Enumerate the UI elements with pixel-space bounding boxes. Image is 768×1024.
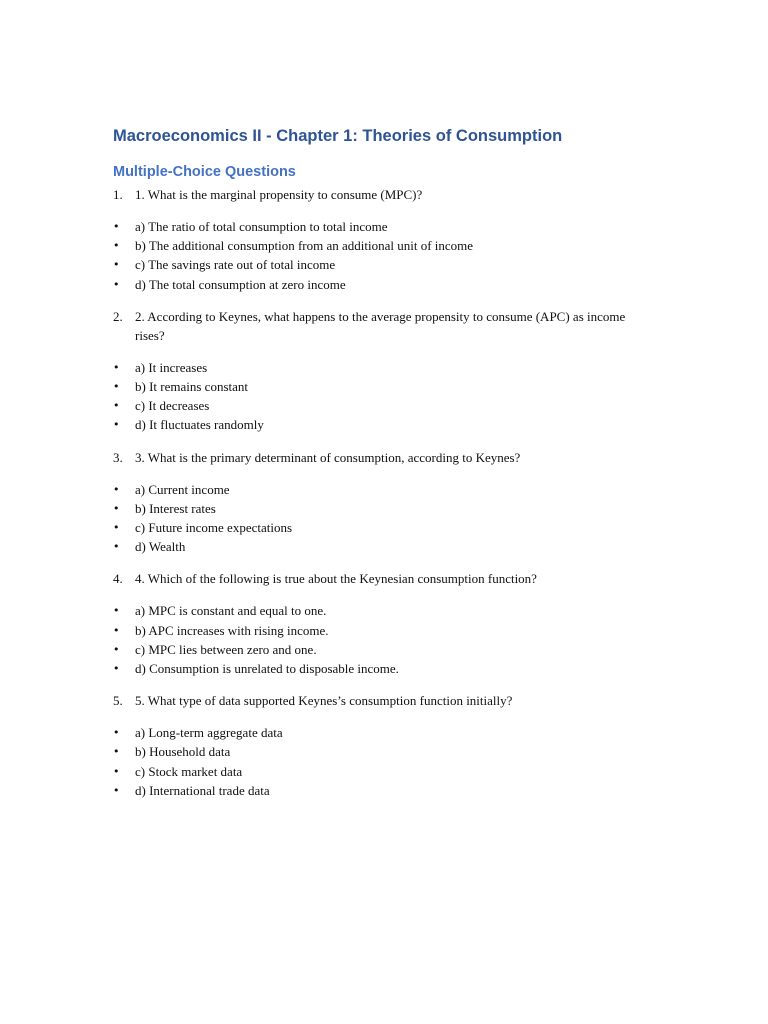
option-item bbox=[113, 723, 653, 742]
bullet-icon: • bbox=[113, 501, 120, 515]
question-text: 2. According to Keynes, what happens to the average propensity to consume (APC) as income rises? bbox=[135, 308, 626, 343]
bullet-icon: • bbox=[113, 540, 120, 554]
option-item bbox=[113, 499, 653, 518]
question-block-5 bbox=[113, 691, 653, 800]
question-block-1 bbox=[113, 185, 653, 294]
option-item bbox=[113, 518, 653, 537]
question-number: 5. bbox=[113, 693, 123, 709]
option-text: d) Consumption is unrelated to disposable income. bbox=[135, 661, 399, 677]
option-text: b) APC increases with rising income. bbox=[135, 622, 329, 638]
question-text: 3. What is the primary determinant of consumption, according to Keynes? bbox=[135, 449, 521, 465]
option-text: c) Stock market data bbox=[135, 763, 243, 779]
option-item bbox=[113, 762, 653, 781]
option-text: a) The ratio of total consumption to total income bbox=[135, 219, 388, 234]
option-text: d) International trade data bbox=[135, 782, 270, 798]
option-text: a) MPC is constant and equal to one. bbox=[135, 603, 327, 619]
option-list bbox=[113, 217, 653, 294]
question-2 bbox=[113, 307, 653, 345]
option-text: b) Household data bbox=[135, 744, 231, 760]
option-item bbox=[113, 781, 653, 800]
option-item bbox=[113, 480, 653, 499]
option-item bbox=[113, 275, 653, 294]
option-item bbox=[113, 217, 653, 236]
option-item bbox=[113, 601, 653, 620]
option-item bbox=[113, 659, 653, 678]
option-text: c) The savings rate out of total income bbox=[135, 257, 336, 273]
bullet-icon: • bbox=[113, 662, 120, 676]
document-content bbox=[113, 124, 653, 800]
question-text: 1. What is the marginal propensity to consume (MPC)? bbox=[135, 187, 423, 202]
option-text: c) It decreases bbox=[135, 398, 210, 414]
bullet-icon: • bbox=[113, 521, 120, 535]
question-5 bbox=[113, 691, 653, 710]
question-number: 1. bbox=[113, 187, 123, 202]
option-text: a) Long-term aggregate data bbox=[135, 725, 283, 741]
option-list bbox=[113, 723, 653, 800]
bullet-icon: • bbox=[113, 220, 120, 233]
option-item bbox=[113, 742, 653, 761]
bullet-icon: • bbox=[113, 239, 120, 253]
option-list bbox=[113, 358, 653, 435]
bullet-icon: • bbox=[113, 623, 120, 637]
question-block-4 bbox=[113, 569, 653, 678]
bullet-icon: • bbox=[113, 360, 120, 374]
option-text: a) Current income bbox=[135, 481, 230, 497]
question-number: 3. bbox=[113, 449, 123, 465]
bullet-icon: • bbox=[113, 642, 120, 656]
bullet-icon: • bbox=[113, 482, 120, 496]
bullet-icon: • bbox=[113, 745, 120, 759]
question-text: 5. What type of data supported Keynes’s consumption function initially? bbox=[135, 693, 513, 709]
option-text: d) It fluctuates randomly bbox=[135, 417, 264, 433]
document-title: Macroeconomics II - Chapter 1: Theories of Consumption bbox=[113, 127, 563, 145]
option-item bbox=[113, 640, 653, 659]
option-text: d) The total consumption at zero income bbox=[135, 276, 346, 292]
option-item bbox=[113, 377, 653, 396]
option-item bbox=[113, 255, 653, 274]
option-text: d) Wealth bbox=[135, 539, 186, 555]
bullet-icon: • bbox=[113, 418, 120, 432]
question-text: 4. Which of the following is true about the Keynesian consumption function? bbox=[135, 571, 537, 587]
bullet-icon: • bbox=[113, 764, 120, 778]
bullet-icon: • bbox=[113, 380, 120, 394]
question-number: 4. bbox=[113, 571, 123, 587]
option-list bbox=[113, 480, 653, 557]
section-heading: Multiple-Choice Questions bbox=[113, 164, 296, 180]
option-text: a) It increases bbox=[135, 359, 208, 375]
question-3 bbox=[113, 448, 653, 467]
question-1 bbox=[113, 185, 653, 204]
option-item bbox=[113, 415, 653, 434]
bullet-icon: • bbox=[113, 604, 120, 618]
question-4 bbox=[113, 569, 653, 588]
option-list bbox=[113, 601, 653, 678]
bullet-icon: • bbox=[113, 258, 120, 272]
bullet-icon: • bbox=[113, 726, 120, 740]
question-block-3 bbox=[113, 448, 653, 557]
question-block-2 bbox=[113, 307, 653, 435]
option-item bbox=[113, 396, 653, 415]
option-text: b) Interest rates bbox=[135, 500, 216, 516]
bullet-icon: • bbox=[113, 277, 120, 291]
option-item bbox=[113, 358, 653, 377]
bullet-icon: • bbox=[113, 399, 120, 413]
bullet-icon: • bbox=[113, 783, 120, 797]
option-item bbox=[113, 537, 653, 556]
option-text: b) The additional consumption from an additional unit of income bbox=[135, 238, 474, 254]
option-text: b) It remains constant bbox=[135, 379, 248, 395]
option-item bbox=[113, 236, 653, 255]
question-number: 2. bbox=[113, 308, 123, 324]
option-text: c) Future income expectations bbox=[135, 520, 293, 536]
option-item bbox=[113, 621, 653, 640]
option-text: c) MPC lies between zero and one. bbox=[135, 641, 317, 657]
